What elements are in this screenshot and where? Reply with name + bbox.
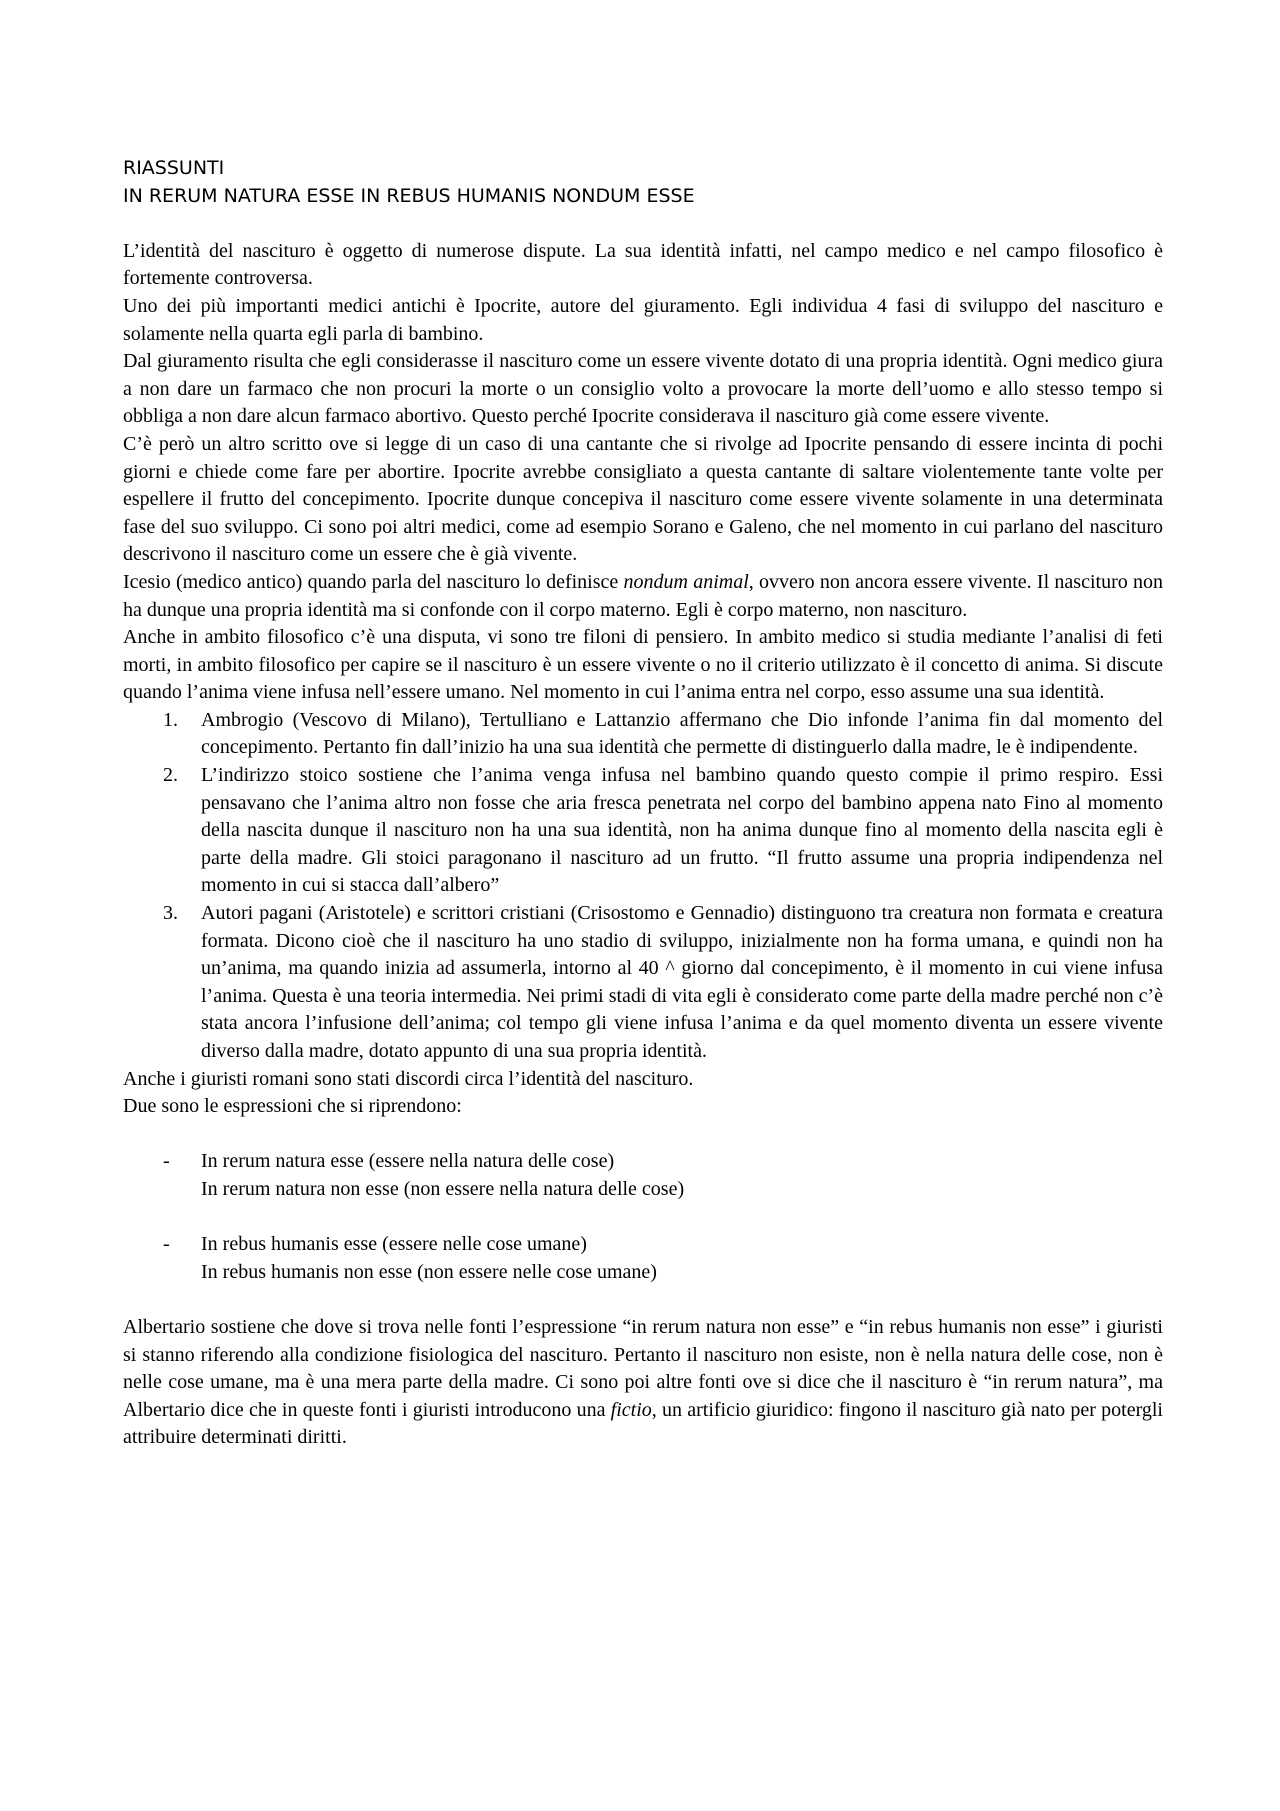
text-run: , ovvero non ancora essere vivente. Il nascituro non ha dunque una propria identità ma si confonde con il corpo materno. Egli è corpo materno, non nascituro. <box>123 570 1163 621</box>
paragraph-icesio <box>123 569 1163 624</box>
list-item-text: Ambrogio (Vescovo di Milano), Tertulliano e Lattanzio affermano che Dio infonde l’anima fin dal momento del concepimento. Pertanto fin dall’inizio ha una sua identità che permette di distinguerlo dalla madre, le è indipendente. <box>201 708 1163 759</box>
text-run: , un artificio giuridico: fingono il nascituro già nato per potergli attribuire determinati diritti. <box>123 1398 1163 1449</box>
blank-line <box>123 1204 1163 1232</box>
list-item <box>123 1148 1163 1203</box>
header-line-riassunti: RIASSUNTI <box>123 157 225 179</box>
list-item <box>123 1231 1163 1286</box>
paragraph-giuristi: Anche i giuristi romani sono stati discordi circa l’identità del nascituro. <box>123 1067 694 1090</box>
blank-line <box>123 1286 1163 1314</box>
italic-term: fictio <box>610 1398 652 1421</box>
paragraph-filosofico: Anche in ambito filosofico c’è una disputa, vi sono tre filoni di pensiero. In ambito medico si studia mediante l’analisi di feti morti, in ambito filosofico per capire se il nascituro è un essere vivente o no il criterio utilizzato è il concetto di anima. Si discute quando l’anima viene infusa nell’essere umano. Nel momento in cui l’anima entra nel corpo, esso assume una sua identità. <box>123 626 1163 704</box>
list-item <box>123 900 1163 1066</box>
list-item <box>123 762 1163 900</box>
paragraph-identita: L’identità del nascituro è oggetto di numerose dispute. La sua identità infatti, nel campo medico e nel campo filosofico è fortemente controversa. <box>123 239 1163 290</box>
text-run: Albertario sostiene che dove si trova nelle fonti l’espressione “in rerum natura non esse” e “in rebus humanis non esse” i giuristi si stanno riferendo alla condizione fisiologica del nascituro. Pertanto il nascituro non esiste, non è nella natura delle cose, non è nelle cose umane, ma è una mera parte della madre. Ci sono poi altre fonti ove si dice che il nascituro è “in rerum natura”, ma Albertario dice che in queste fonti i giuristi introducono una <box>123 1315 1163 1421</box>
blank-line <box>123 210 1163 238</box>
paragraph-ipocrite: Uno dei più importanti medici antichi è Ipocrite, autore del giuramento. Egli individua 4 fasi di sviluppo del nascituro e solamente nella quarta egli parla di bambino. <box>123 294 1163 345</box>
paragraph-albertario <box>123 1314 1163 1452</box>
text-run: Icesio (medico antico) quando parla del nascituro lo definisce <box>123 570 624 593</box>
dash-list <box>123 1231 1163 1286</box>
paragraph-giuramento: Dal giuramento risulta che egli considerasse il nascituro come un essere vivente dotato di una propria identità. Ogni medico giura a non dare un farmaco che non procuri la morte o un consiglio volto a provocare la morte dell’uomo e allo stesso tempo si obbliga a non dare alcun farmaco abortivo. Questo perché Ipocrite considerava il nascituro già come essere vivente. <box>123 350 1163 428</box>
document-body <box>123 155 1163 1452</box>
numbered-list <box>123 707 1163 1066</box>
list-item-line: In rebus humanis esse (essere nelle cose umane) <box>201 1233 587 1256</box>
dash-marker: - <box>163 1150 170 1173</box>
header-line-title: IN RERUM NATURA ESSE IN REBUS HUMANIS NONDUM ESSE <box>123 184 695 207</box>
italic-term: nondum animal <box>623 570 749 593</box>
list-item-line: In rerum natura non esse (non essere nella natura delle cose) <box>201 1177 685 1200</box>
paragraph-espressioni: Due sono le espressioni che si riprendono: <box>123 1095 462 1118</box>
list-item-line: In rebus humanis non esse (non essere nelle cose umane) <box>201 1260 657 1283</box>
list-number: 1. <box>163 708 178 731</box>
blank-line <box>123 1121 1163 1149</box>
list-item-text: Autori pagani (Aristotele) e scrittori cristiani (Crisostomo e Gennadio) distinguono tra creatura non formata e creatura formata. Dicono cioè che il nascituro ha uno stadio di sviluppo, inizialmente non ha forma umana, e quindi non ha un’anima, ma quando inizia ad assumerla, intorno al 40 ^ giorno dal concepimento, è il momento in cui viene infusa l’anima. Questa è una teoria intermedia. Nei primi stadi di vita egli è considerato come parte della madre perché non c’è stata ancora l’infusione dell’anima; col tempo gli viene infusa l’anima e da quel momento diventa un essere vivente diverso dalla madre, dotato appunto di una sua propria identità. <box>201 902 1163 1062</box>
list-number: 2. <box>163 764 178 787</box>
dash-list <box>123 1148 1163 1203</box>
paragraph-cantante: C’è però un altro scritto ove si legge di un caso di una cantante che si rivolge ad Ipocrite pensando di essere incinta di pochi giorni e chiede come fare per abortire. Ipocrite avrebbe consigliato a questa cantante di saltare violentemente tante volte per espellere il frutto del concepimento. Ipocrite dunque concepiva il nascituro come essere vivente solamente in una determinata fase del suo sviluppo. Ci sono poi altri medici, come ad esempio Sorano e Galeno, che nel momento in cui parlano del nascituro descrivono il nascituro come un essere che è già vivente. <box>123 432 1163 566</box>
dash-marker: - <box>163 1233 170 1256</box>
list-item-text: L’indirizzo stoico sostiene che l’anima venga infusa nel bambino quando questo compie il primo respiro. Essi pensavano che l’anima altro non fosse che aria fresca penetrata nel corpo del bambino appena nato Fino al momento della nascita dunque il nascituro non ha una sua identità, non ha anima dunque fino al momento della nascita egli è parte della madre. Gli stoici paragonano il nascituro ad un frutto. “Il frutto assume una propria indipendenza nel momento in cui si stacca dall’albero” <box>201 764 1163 897</box>
list-item-line: In rerum natura esse (essere nella natura delle cose) <box>201 1150 615 1173</box>
list-number: 3. <box>163 902 178 925</box>
list-item <box>123 707 1163 762</box>
